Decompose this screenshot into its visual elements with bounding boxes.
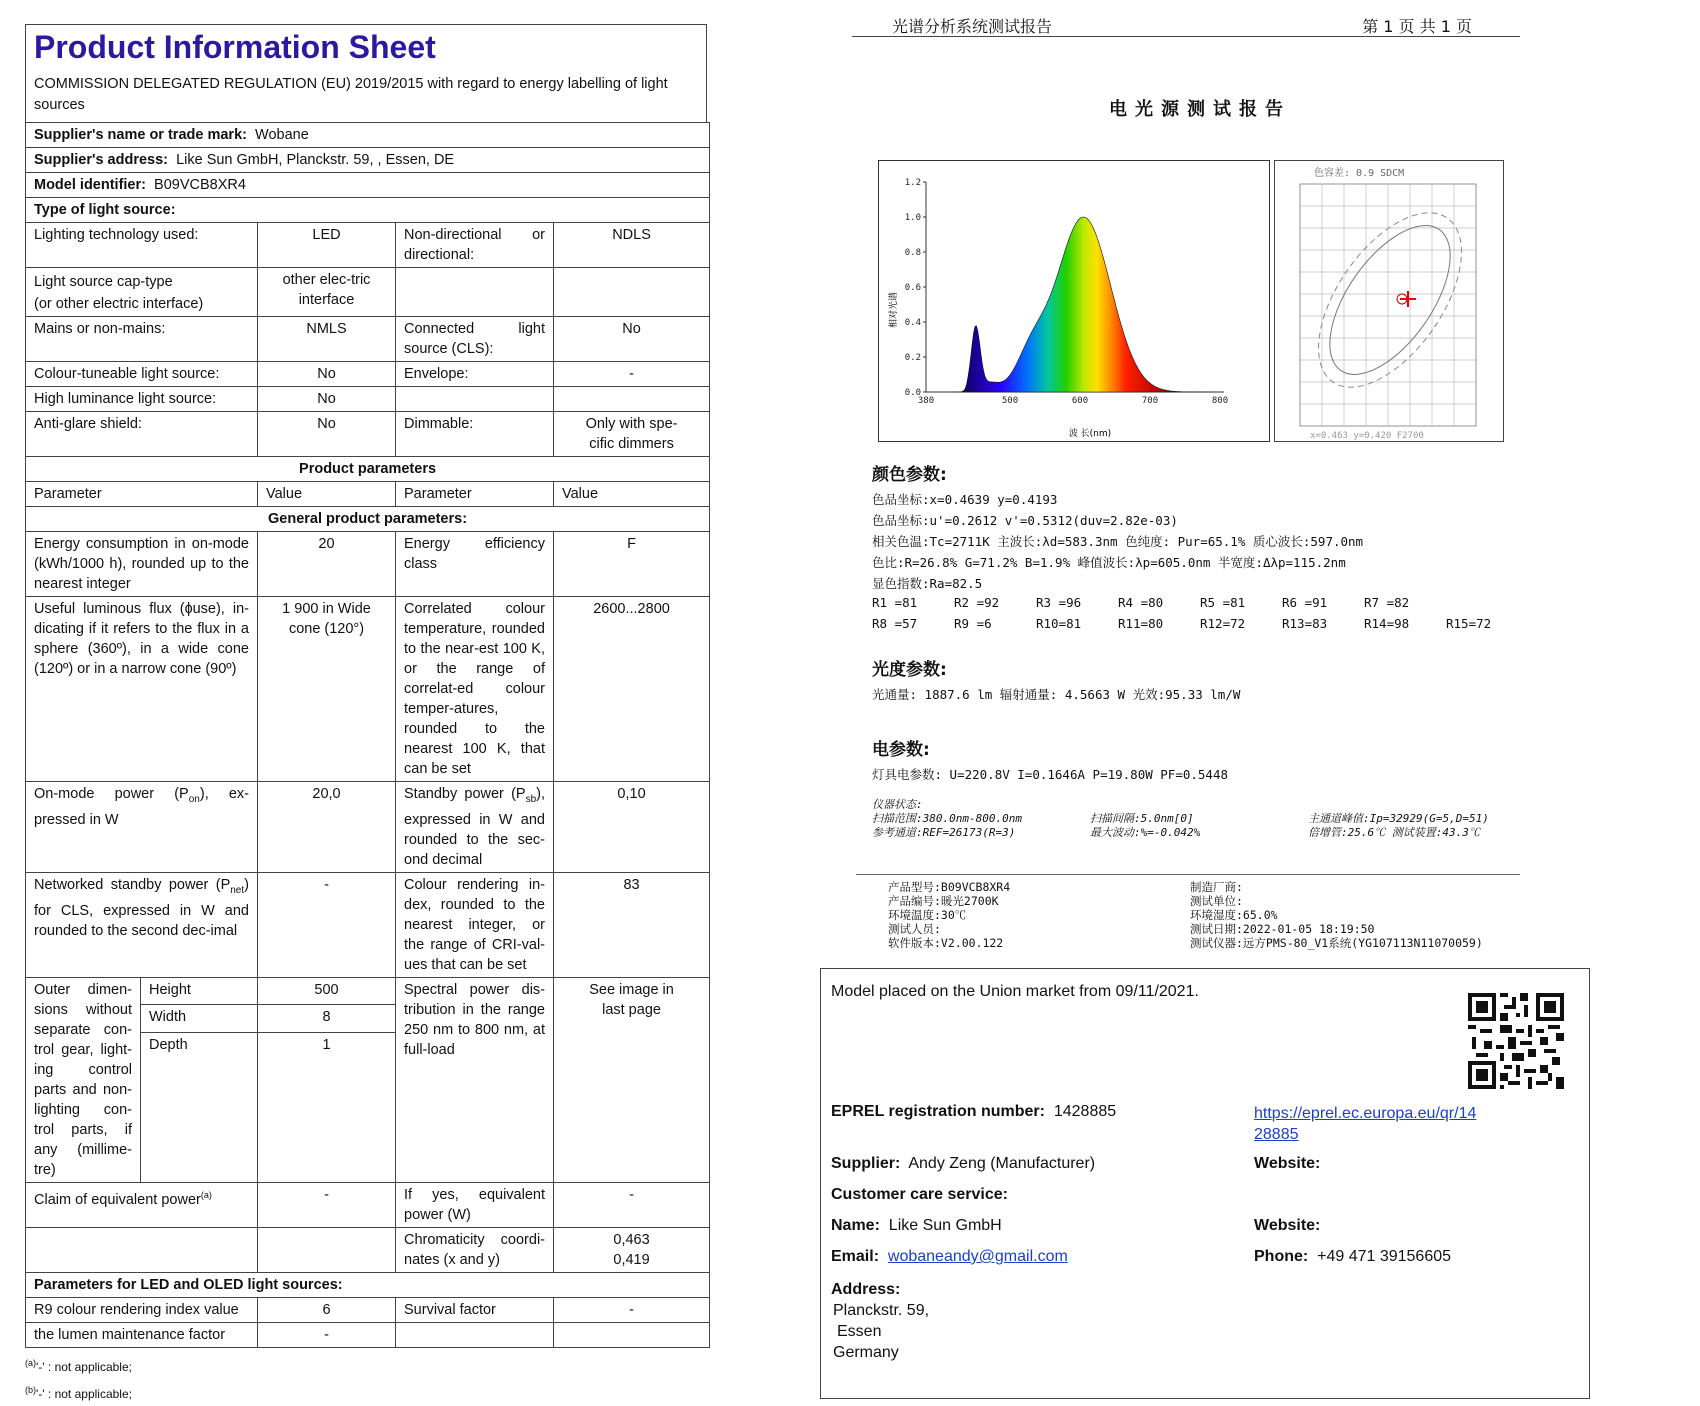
cell-value: 1 [258,1032,396,1182]
column-header: Value [554,482,710,507]
instrument-max-fluct: 最大波动:%=-0.042% [1090,826,1201,839]
care-website: Website: [1254,1217,1321,1234]
cell-label: Networked standby power $(P_{net})$ for CLS, expressed in W and rounded to the second dec-imal [26,872,258,977]
cell-value: F [554,532,710,597]
cell-empty [258,1227,396,1272]
cell-empty [26,1227,258,1272]
cell-label: Mains or non-mains: [26,317,258,362]
spectrum-xtick-label: 600 [1071,396,1089,406]
spectrum-ytick-label: 0.6 [904,283,921,293]
cell-value: 0,10 [554,782,710,873]
cell-value: No [554,317,710,362]
cell-empty [396,387,554,412]
cell-value: - [554,362,710,387]
cell-value: 6 [258,1297,396,1322]
care-email: Email: wobaneandy@gmail.com [831,1248,1068,1265]
cell-label: Connected light source (CLS): [396,317,554,362]
care-name: Name: Like Sun GmbH [831,1217,1002,1234]
eprel-info-box [820,968,1590,1399]
cell-value: 1 900 in Wide cone (120°) [258,597,396,782]
cell-value: Only with spe-cific dimmers [554,412,710,457]
cell-label: Dimmable: [396,412,554,457]
spectrum-ytick-label: 0.4 [904,318,921,328]
cell-value: No [258,412,396,457]
cell-label: Envelope: [396,362,554,387]
spectrum-ylabel: 相对光谱 [889,291,899,329]
cell-label: If yes, equivalent power (W) [396,1182,554,1227]
instrument-main-peak: 主通道峰值:Ip=32929(G=5,D=51) [1308,812,1489,825]
photometric-section-title: 光度参数: [872,660,947,680]
cell-value: - [554,1297,710,1322]
report-title: 电光源测试报告 [1109,99,1291,120]
meta-left: 产品型号:B09VCB8XR4 产品编号:暖光2700K 环境温度:30℃ 测试人员: 软件版本:V2.00.122 [888,880,1011,950]
sheet-header [25,24,707,122]
ri-row-1: R1 =81 R2 =92 R3 =96 R4 =80 R5 =81 R6 =91 R7 =82 [872,595,1410,610]
cell-label: Anti-glare shield: [26,412,258,457]
spectrum-xlabel: 波 长(nm) [1068,429,1112,439]
color-line-4: 色比:R=26.8% G=71.2% B=1.9% 峰值波长:λp=605.0nm 半宽度:Δλp=115.2nm [872,555,1346,570]
spectrum-chart [878,160,1270,442]
supplier-info: Supplier: Andy Zeng (Manufacturer) [831,1155,1096,1172]
cell-value: NDLS [554,223,710,268]
photometric-line: 光通量: 1887.6 lm 辐射通量: 4.5663 W 光效:95.33 lm/W [872,687,1241,702]
electrical-line: 灯具电参数: U=220.8V I=0.1646A P=19.80W PF=0.5448 [872,767,1228,782]
spectrum-xtick-label: 700 [1141,396,1159,406]
cell-empty [554,387,710,412]
spectrum-ytick-label: 0.8 [904,248,921,258]
cell-label: Non-directional or directional: [396,223,554,268]
cell-label: Width [141,1005,258,1033]
spectrum-ytick-label: 1.0 [904,213,921,223]
instrument-scan-range: 扫描范围:380.0nm-800.0nm [872,812,1022,825]
cell-value: NMLS [258,317,396,362]
cell-label: Depth [141,1032,258,1182]
column-header: Value [258,482,396,507]
cell-label: Colour rendering in-dex, rounded to the nearest integer, or the range of CRI-val-ues that can be set [396,872,554,977]
cell-value: other elec-tric interface [258,268,396,317]
cell-value: - [258,1322,396,1347]
cell-value: See image in last page [554,977,710,1182]
footnote-a: $^{(a)}$'-' : not applicable; [25,1357,132,1374]
electrical-section-title: 电参数: [872,740,930,760]
product-information-sheet [25,24,707,1406]
address-row: Supplier's address: Like Sun GmbH, Planckstr. 59, , Essen, DE [26,148,710,173]
cell-value: 0,463 0,419 [554,1227,710,1272]
cell-value: 20 [258,532,396,597]
cell-value: LED [258,223,396,268]
cell-label: Claim of equivalent power$^{(a)}$ [26,1182,258,1227]
cell-label: Survival factor [396,1297,554,1322]
spectrum-ytick-label: 0.2 [904,353,921,363]
led-params-heading: Parameters for LED and OLED light sources: [26,1272,710,1297]
instrument-temps: 倍增管:25.6℃ 测试装置:43.3℃ [1308,826,1480,839]
report-header [852,14,1520,37]
color-line-1: 色品坐标:x=0.4639 y=0.4193 [872,492,1058,507]
cell-label: Energy efficiency class [396,532,554,597]
supplier-website: Website: [1254,1155,1321,1172]
regulation-text: COMMISSION DELEGATED REGULATION (EU) 2019/2015 with regard to energy labelling of light sources [34,76,668,113]
spectrum-xtick-label: 380 [917,396,935,406]
instrument-scan-interval: 扫描间隔:5.0nm[0] [1090,812,1194,825]
spectrum-ytick-label: 1.2 [904,178,921,188]
cell-label: Colour-tuneable light source: [26,362,258,387]
ellipse-footer: x=0.463 y=0.420 F2700 [1310,431,1424,441]
cell-value: 20,0 [258,782,396,873]
cell-label: High luminance light source: [26,387,258,412]
cell-label: R9 colour rendering index value [26,1297,258,1322]
cell-value: No [258,387,396,412]
cell-label: Lighting technology used: [26,223,258,268]
ri-row-2: R8 =57 R9 =6 R10=81 R11=80 R12=72 R13=83 R14=98 R15=72 [872,616,1492,631]
instrument-ref-channel: 参考通道:REF=26173(R=3) [872,826,1016,839]
cell-label: Standby power $(P_{sb})$, expressed in W and rounded to the sec-ond decimal [396,782,554,873]
cell-label: Correlated colour temperature, rounded to the near-est 100 K, or the range of correlat-ed colour temper-atures, rounded to the nearest 100 K, that can be set [396,597,554,782]
eprel-registration: EPREL registration number: 1428885 [831,1103,1117,1120]
cell-value: - [554,1182,710,1227]
footnote-b: $^{(b)}$'-' : not applicable; [25,1384,132,1401]
care-phone: Phone: +49 471 39156605 [1254,1248,1452,1265]
cell-label: Chromaticity coordi-nates (x and y) [396,1227,554,1272]
sheet-title: Product Information Sheet [34,29,436,65]
cell-value: 8 [258,1005,396,1033]
ellipse-frame [1275,161,1504,442]
cell-label: Spectral power dis-tribution in the range 250 nm to 800 nm, at full-load [396,977,554,1182]
cell-label: Useful luminous flux (ɸuse), in-dicating if it refers to the flux in a sphere (360º), in a wide cone (120º) or in a narrow cone (90º) [26,597,258,782]
page-number: 第 1 页 共 1 页 [1362,17,1472,36]
market-date: Model placed on the Union market from 09/11/2021. [831,983,1199,1000]
test-report [820,0,1700,960]
report-header-title: 光谱分析系统测试报告 [892,17,1053,36]
cell-value: No [258,362,396,387]
color-section-title: 颜色参数: [872,465,947,485]
cell-label: the lumen maintenance factor [26,1322,258,1347]
cell-empty [554,1322,710,1347]
cell-label: Energy consumption in on-mode (kWh/1000 h), rounded up to the nearest integer [26,532,258,597]
type-heading: Type of light source: [26,198,710,223]
cell-label: Height [141,977,258,1005]
cell-empty [396,268,554,317]
cell-label: Light source cap-type (or other electric interface) [26,268,258,317]
qr-code-icon [1468,993,1564,1089]
model-row: Model identifier: B09VCB8XR4 [26,173,710,198]
product-table [25,122,710,1348]
product-params-heading: Product parameters [26,457,710,482]
instrument-status-label: 仪器状态: [872,798,923,811]
report-divider [856,874,1520,875]
cell-value: 83 [554,872,710,977]
spectrum-xtick-label: 500 [1001,396,1019,406]
cell-empty [554,268,710,317]
footnotes [25,1352,707,1406]
color-line-2: 色品坐标:u'=0.2612 v'=0.5312(duv=2.82e-03) [872,513,1178,528]
cell-value: 2600...2800 [554,597,710,782]
supplier-row: Supplier's name or trade mark: Wobane [26,123,710,148]
care-address: Address: Planckstr. 59, Essen Germany [831,1281,930,1361]
column-header: Parameter [396,482,554,507]
email-link[interactable]: wobaneandy@gmail.com [887,1248,1068,1265]
color-line-5: 显色指数:Ra=82.5 [872,576,983,591]
eprel-qr-link[interactable]: https://eprel.ec.europa.eu/qr/14 28885 [1254,1105,1477,1143]
cell-empty [396,1322,554,1347]
cell-value: 500 [258,977,396,1005]
ellipse-title: 色容差: 0.9 SDCM [1314,168,1405,179]
meta-right: 制造厂商: 测试单位: 环境湿度:65.0% 测试日期:2022-01-05 18:19:50 测试仪器:远方PMS-80_V1系统(YG107113N11070059) [1190,880,1483,950]
cell-label: On-mode power $(P_{on})$, ex-pressed in W [26,782,258,873]
cell-value: - [258,872,396,977]
chromaticity-ellipse-chart [1274,160,1504,442]
spectrum-ytick-label: 0.0 [904,388,921,398]
cell-value: - [258,1182,396,1227]
spectrum-xtick-label: 800 [1211,396,1229,406]
general-params-heading: General product parameters: [26,507,710,532]
column-header: Parameter [26,482,258,507]
color-line-3: 相关色温:Tc=2711K 主波长:λd=583.3nm 色纯度: Pur=65.1% 质心波长:597.0nm [872,534,1364,549]
cell-label: Outer dimen-sions without separate con-trol gear, light-ing control parts and non-lighting con-trol parts, if any (millime-tre) [26,977,141,1182]
customer-care-heading: Customer care service: [831,1186,1008,1203]
